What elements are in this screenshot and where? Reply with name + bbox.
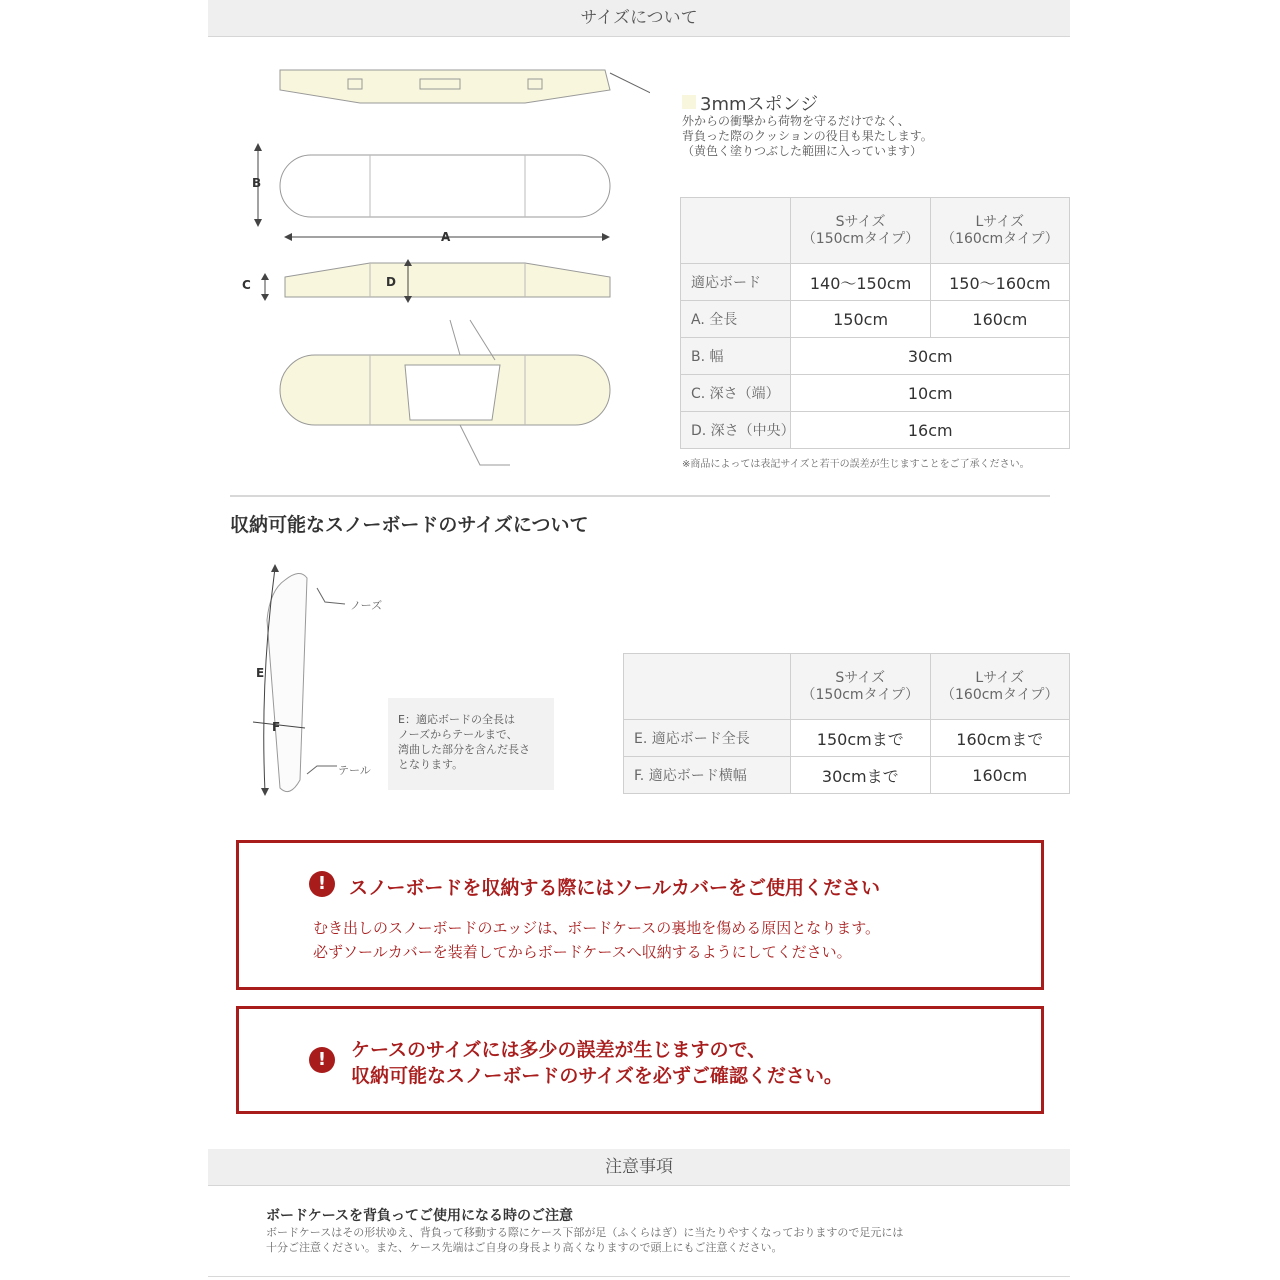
row-label: F. 適応ボード横幅 — [624, 757, 791, 794]
cell-l: 150〜160cm — [930, 264, 1069, 301]
col-header-l: Lサイズ （160cmタイプ） — [930, 198, 1069, 264]
row-label: B. 幅 — [681, 338, 791, 375]
table-row — [681, 301, 1070, 338]
cell-s: 150cmまで — [791, 720, 930, 757]
row-label: E. 適応ボード全長 — [624, 720, 791, 757]
cell-l: 160cmまで — [930, 720, 1070, 757]
board-section-title: 収納可能なスノーボードのサイズについて — [230, 514, 589, 536]
sole-cover-warning — [236, 840, 1044, 990]
explain-line: E：適応ボードの全長は — [398, 713, 515, 726]
table-row — [681, 264, 1070, 301]
table-row — [681, 375, 1070, 412]
row-label: A. 全長 — [681, 301, 791, 338]
length-explanation-box — [388, 698, 554, 790]
cell-l: 160cm — [930, 757, 1070, 794]
divider — [230, 495, 1050, 497]
notes-line: ボードケースはその形状ゆえ、背負って移動する際にケース下部が足（ふくらはぎ）に当たりやすくなっておりますので足元には — [266, 1226, 904, 1239]
sponge-line: （黄色く塗りつぶした範囲に入っています） — [682, 144, 923, 158]
warning-line: 収納可能なスノーボードのサイズを必ずご確認ください。 — [351, 1065, 843, 1087]
warning-title: スノーボードを収納する際にはソールカバーをご使用ください — [349, 877, 881, 899]
label-c: C — [242, 278, 251, 292]
table-corner — [681, 198, 791, 264]
cell-s: 150cm — [791, 301, 930, 338]
cell-both: 16cm — [791, 412, 1070, 449]
label-a: A — [441, 230, 451, 244]
sponge-swatch — [682, 95, 696, 109]
notes-line: 十分ご注意ください。また、ケース先端はご自身の身長より高くなりますので頭上にもご注意ください。 — [266, 1241, 783, 1254]
label-f: F — [272, 720, 281, 734]
nose-label: ノーズ — [350, 599, 383, 612]
cell-s: 30cmまで — [791, 757, 930, 794]
size-section-header: サイズについて — [208, 0, 1070, 37]
exclamation-icon: ! — [309, 871, 335, 897]
exclamation-icon: ! — [309, 1047, 335, 1073]
notes-section-header: 注意事項 — [208, 1149, 1070, 1186]
table-row — [624, 757, 1070, 794]
label-d: D — [386, 275, 396, 289]
warning-line: むき出しのスノーボードのエッジは、ボードケースの裏地を傷める原因となります。 — [313, 919, 881, 937]
col-header-l: Lサイズ （160cmタイプ） — [930, 654, 1070, 720]
warning-line: ケースのサイズには多少の誤差が生じますので、 — [351, 1039, 767, 1061]
sponge-line: 外からの衝撃から荷物を守るだけでなく、 — [682, 114, 910, 128]
board-size-table — [623, 653, 1070, 794]
row-label: 適応ボード — [681, 264, 791, 301]
explain-line: 湾曲した部分を含んだ長さ — [398, 743, 530, 756]
table-corner — [624, 654, 791, 720]
cell-s: 140〜150cm — [791, 264, 930, 301]
sponge-description — [682, 114, 933, 159]
table-row — [681, 338, 1070, 375]
cell-l: 160cm — [930, 301, 1069, 338]
col-header-s: Sサイズ （150cmタイプ） — [791, 654, 930, 720]
col-header-s: Sサイズ （150cmタイプ） — [791, 198, 930, 264]
warning-line: 必ずソールカバーを装着してからボードケースへ収納するようにしてください。 — [313, 943, 852, 961]
row-label: D. 深さ（中央） — [681, 412, 791, 449]
notes-title: ボードケースを背負ってご使用になる時のご注意 — [266, 1208, 574, 1224]
explain-line: ノーズからテールまで、 — [398, 728, 518, 741]
bottom-divider — [208, 1276, 1070, 1277]
size-disclaimer: ※商品によっては表記サイズと若干の誤差が生じますことをご了承ください。 — [682, 459, 1030, 470]
cell-both: 10cm — [791, 375, 1070, 412]
notes-body — [266, 1225, 903, 1255]
row-label: C. 深さ（端） — [681, 375, 791, 412]
size-error-warning — [236, 1006, 1044, 1114]
cell-both: 30cm — [791, 338, 1070, 375]
table-row — [681, 412, 1070, 449]
tail-label: テール — [338, 764, 371, 777]
label-b: B — [252, 176, 262, 190]
case-size-table — [680, 197, 1070, 449]
label-e: E — [256, 666, 265, 680]
table-row — [624, 720, 1070, 757]
sponge-line: 背負った際のクッションの役目も果たします。 — [682, 129, 933, 143]
explain-line: となります。 — [398, 758, 464, 771]
sponge-title: 3mmスポンジ — [700, 94, 819, 115]
board-case-diagram — [230, 55, 650, 485]
